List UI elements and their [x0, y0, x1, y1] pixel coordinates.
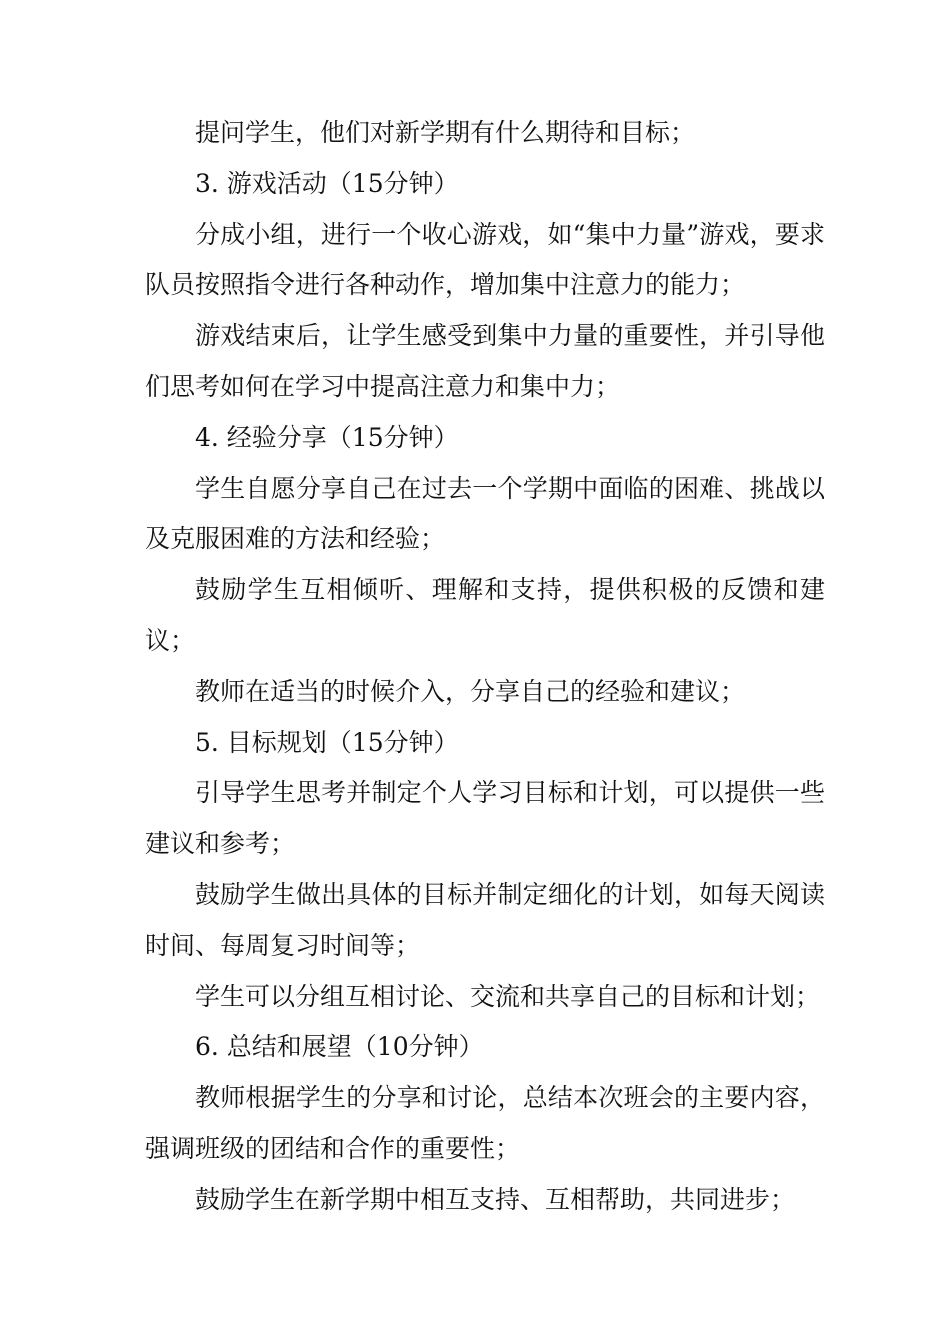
paragraph: 鼓励学生做出具体的目标并制定细化的计划，如每天阅读时间、每周复习时间等；	[145, 879, 825, 960]
section-heading: 4. 经验分享（15分钟）	[195, 422, 459, 452]
paragraph: 鼓励学生在新学期中相互支持、互相帮助，共同进步；	[195, 1184, 796, 1214]
paragraph: 提问学生，他们对新学期有什么期待和目标；	[195, 118, 696, 147]
paragraph: 分成小组，进行一个收心游戏，如“集中力量”游戏，要求队员按照指令进行各种动作，增加集中注意力的能力；	[145, 219, 825, 300]
document-body	[145, 108, 825, 1226]
section-heading: 6. 总结和展望（10分钟）	[195, 1032, 484, 1062]
paragraph: 学生可以分组互相讨论、交流和共享自己的目标和计划；	[195, 981, 821, 1011]
paragraph: 教师在适当的时候介入，分享自己的经验和建议；	[195, 676, 746, 706]
paragraph: 学生自愿分享自己在过去一个学期中面临的困难、挑战以及克服困难的方法和经验；	[145, 473, 825, 554]
section-heading: 5. 目标规划（15分钟）	[195, 727, 459, 757]
paragraph: 引导学生思考并制定个人学习目标和计划，可以提供一些建议和参考；	[145, 778, 825, 859]
paragraph: 游戏结束后，让学生感受到集中力量的重要性，并引导他们思考如何在学习中提高注意力和集中力；	[145, 321, 825, 401]
paragraph: 鼓励学生互相倾听、理解和支持，提供积极的反馈和建议；	[145, 575, 825, 655]
section-heading: 3. 游戏活动（15分钟）	[195, 168, 459, 198]
paragraph: 教师根据学生的分享和讨论，总结本次班会的主要内容，强调班级的团结和合作的重要性；	[145, 1083, 825, 1163]
